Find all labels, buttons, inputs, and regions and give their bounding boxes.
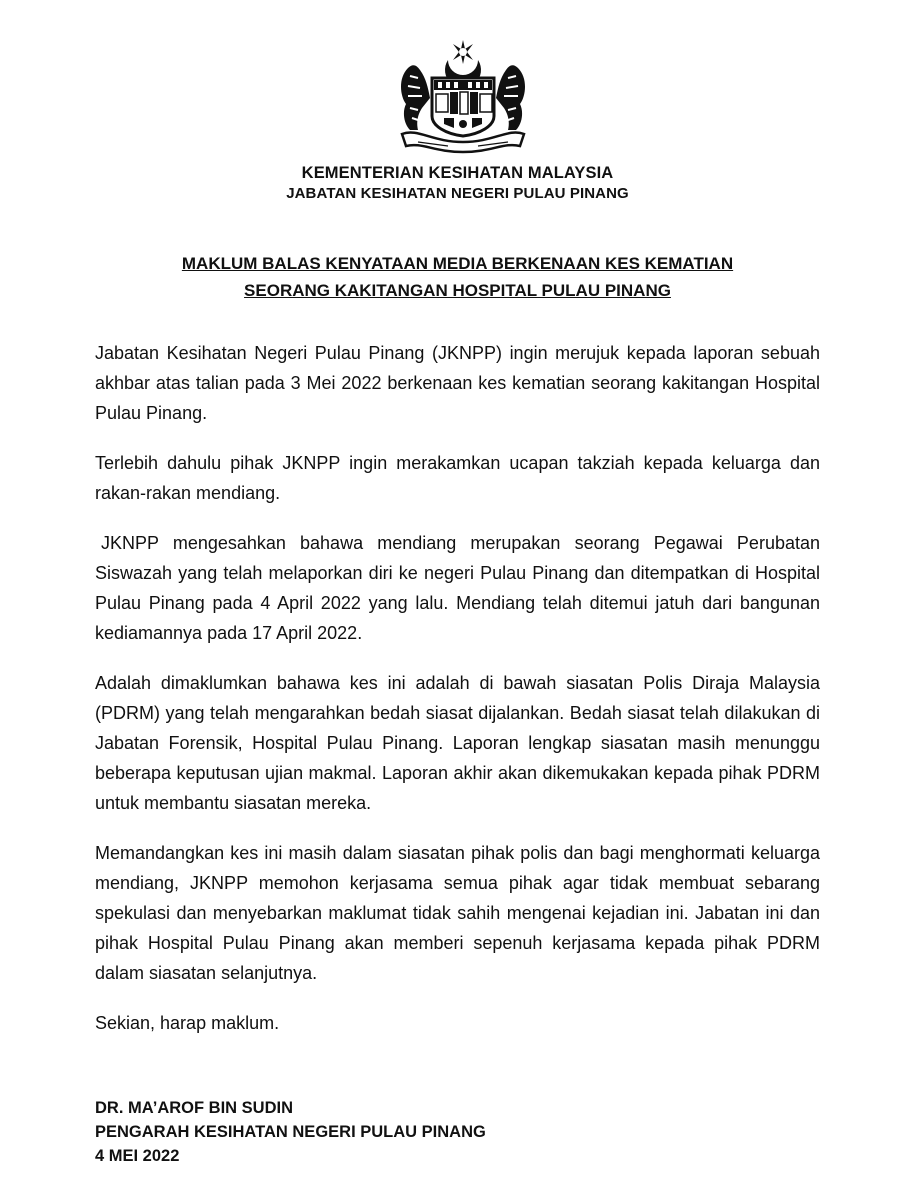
paragraph-5: Memandangkan kes ini masih dalam siasatan pihak polis dan bagi menghormati keluarga mendiang, JKNPP memohon kerjasama semua pihak agar tidak membuat sebarang spekulasi dan menyebarkan maklumat tidak sahih mengenai kejadian ini. Jabatan ini dan pihak Hospital Pulau Pinang akan memberi sepenuh kerjasama kepada pihak PDRM dalam siasatan selanjutnya. bbox=[95, 843, 820, 983]
statement-title bbox=[95, 250, 820, 304]
letterhead bbox=[0, 162, 915, 204]
closing-line: Sekian, harap maklum. bbox=[95, 1013, 280, 1033]
malaysia-coat-of-arms-icon bbox=[388, 38, 538, 156]
ministry-name: KEMENTERIAN KESIHATAN MALAYSIA bbox=[301, 164, 614, 182]
paragraph-1: Jabatan Kesihatan Negeri Pulau Pinang (JKNPP) ingin merujuk kepada laporan sebuah akhbar atas talian pada 3 Mei 2022 berkenaan kes kematian seorang kakitangan Hospital Pulau Pinang. bbox=[95, 343, 820, 423]
statement-date: 4 MEI 2022 bbox=[95, 1147, 180, 1165]
signature-block bbox=[95, 1096, 820, 1168]
paragraph-4: Adalah dimaklumkan bahawa kes ini adalah di bawah siasatan Polis Diraja Malaysia (PDRM) yang telah mengarahkan bedah siasat dijalankan. Bedah siasat telah dilakukan di Jabatan Forensik, Hospital Pulau Pinang. Laporan lengkap siasatan masih menunggu beberapa keputusan ujian makmal. Laporan akhir akan dikemukakan kepada pihak PDRM untuk membantu siasatan mereka. bbox=[95, 673, 820, 813]
title-line-1: MAKLUM BALAS KENYATAAN MEDIA BERKENAAN KES KEMATIAN bbox=[181, 254, 734, 273]
department-name: JABATAN KESIHATAN NEGERI PULAU PINANG bbox=[286, 185, 629, 202]
paragraph-3: JKNPP mengesahkan bahawa mendiang merupakan seorang Pegawai Perubatan Siswazah yang telah melaporkan diri ke negeri Pulau Pinang dan ditempatkan di Hospital Pulau Pinang pada 4 April 2022 yang lalu. Mendiang telah ditemui jatuh dari bangunan kediamannya pada 17 April 2022. bbox=[95, 533, 820, 643]
title-line-2: SEORANG KAKITANGAN HOSPITAL PULAU PINANG bbox=[244, 281, 671, 300]
signatory-name: DR. MA’AROF BIN SUDIN bbox=[95, 1099, 293, 1117]
statement-body bbox=[95, 338, 820, 1058]
signatory-position: PENGARAH KESIHATAN NEGERI PULAU PINANG bbox=[95, 1123, 486, 1141]
paragraph-2: Terlebih dahulu pihak JKNPP ingin merakamkan ucapan takziah kepada keluarga dan rakan-rakan mendiang. bbox=[95, 453, 820, 503]
